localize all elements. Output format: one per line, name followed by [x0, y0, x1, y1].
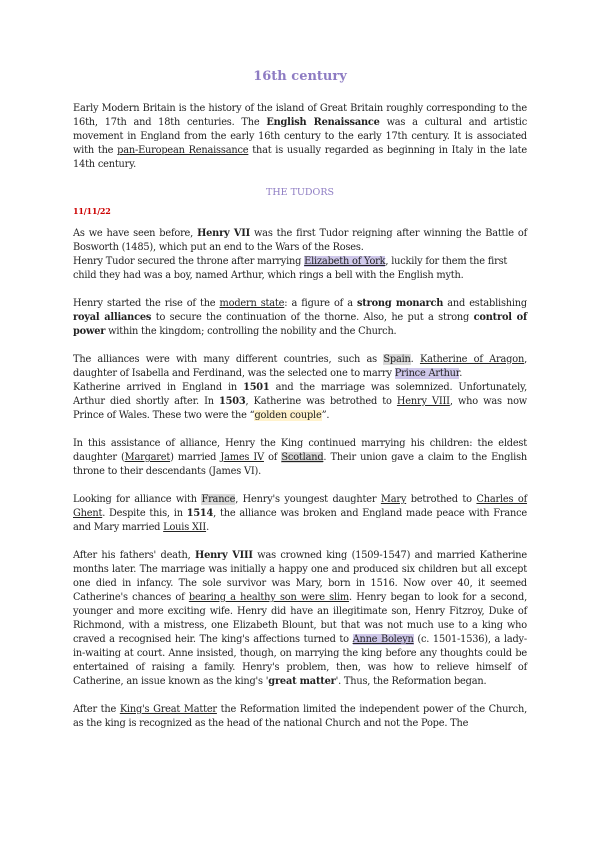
text: was the first Tudor reigning after winning the Battle of Bosworth (1485), which put an end to the Wars of the Roses. [73, 228, 527, 253]
highlighted-text: Spain [383, 354, 411, 365]
text: was a cultural and artistic movement in England from the early 16th century to the early 17th century. It is associated with the [73, 117, 527, 156]
underlined-text: King's Great Matter [119, 704, 217, 715]
bold-text: English Renaissance [266, 117, 380, 128]
text: ”. [321, 410, 330, 421]
underlined-text: James IV [220, 452, 264, 463]
text: , luckily for them the first child they had was a boy, named Arthur, which rings a bell with the English myth. [73, 256, 508, 281]
highlighted-text: France [201, 494, 236, 505]
bold-text: 1501 [243, 382, 270, 393]
text: , Henry's youngest daughter [235, 494, 381, 505]
text: Katherine arrived in England in [73, 382, 244, 393]
highlighted-text: golden couple [254, 410, 322, 421]
text: . [459, 368, 463, 379]
paragraph-henry-vii [73, 227, 527, 255]
text: Looking for alliance with [73, 494, 202, 505]
text: '. Thus, the Reformation began. [335, 676, 487, 687]
text: . Despite this, in [102, 508, 187, 519]
paragraph-reformation [73, 703, 527, 731]
highlighted-text: Elizabeth of York [304, 256, 386, 267]
bold-text: great matter [268, 676, 336, 687]
paragraph-modern-state [73, 297, 527, 339]
underlined-text: bearing a healthy son were slim [188, 592, 349, 603]
bold-text: Henry VIII [195, 550, 253, 561]
text: Henry Tudor secured the throne after marrying [73, 256, 305, 267]
text: was crowned king (1509-1547) and married Katherine months later. The marriage was initially a happy one and produced six children but all except one died in infancy. The sole survivor was Mary, born in 1516. Now over 40, it seemed Catherine's chances of [73, 550, 528, 603]
paragraph-henry-tudor [73, 255, 527, 283]
paragraph-margaret [73, 437, 527, 479]
text: After the [73, 704, 120, 715]
text: (c. 1501-1536), a lady-in-waiting at court. Anne insisted, though, on marrying the king before any thoughts could be entertained of raising a family. Henry's problem, then, was how to relieve himself of Catherine, an issue known as the king's ' [73, 634, 527, 687]
underlined-text: Charles of Ghent [73, 494, 528, 519]
text: Henry started the rise of the [73, 298, 220, 309]
text: After his fathers' death, [73, 550, 196, 561]
paragraph-france [73, 493, 527, 535]
text: of [263, 452, 282, 463]
text: The alliances were with many different countries, such as [73, 354, 384, 365]
underlined-text: Margaret [124, 452, 171, 463]
document-page [73, 70, 527, 745]
underlined-text: Mary [380, 494, 407, 505]
bold-text: 1503 [219, 396, 246, 407]
text: that is usually regarded as beginning in Italy in the late 14th century. [73, 145, 527, 170]
text: As we have seen before, [73, 228, 198, 239]
highlighted-text: Scotland [281, 452, 324, 463]
text: In this assistance of alliance, Henry the King continued marrying his children: the eldest daughter ( [73, 438, 527, 463]
text: ) married [170, 452, 221, 463]
underlined-text: modern state [219, 298, 285, 309]
underlined-text: Henry VIII [396, 396, 450, 407]
text: : a figure of a [284, 298, 357, 309]
paragraph-alliances [73, 353, 527, 381]
paragraph-henry-viii [73, 549, 527, 689]
text: the Reformation limited the independent power of the Church, as the king is recognized as the head of the national Church and not the Pope. The [73, 704, 527, 729]
text: , who was now Prince of Wales. These two were the “ [73, 396, 527, 421]
text: and the marriage was solemnized. Unfortunately, Arthur died shortly after. In [73, 382, 527, 407]
text: to secure the continuation of the thorne. Also, he put a strong [151, 312, 474, 323]
highlighted-text: Anne Boleyn [352, 634, 414, 645]
text: , Katherine was betrothed to [245, 396, 397, 407]
text: , daughter of Isabella and Ferdinand, was the selected one to marry [73, 354, 527, 379]
section-heading: THE TUDORS [266, 187, 334, 198]
paragraph-katherine [73, 381, 527, 423]
text: . [206, 522, 209, 533]
section-date: 11/11/22 [73, 206, 111, 216]
underlined-text: Katherine of Aragon [419, 354, 525, 365]
text: , the alliance was broken and England made peace with France and Mary married [73, 508, 527, 533]
intro-paragraph [73, 102, 527, 172]
text: Early Modern Britain is the history of the island of Great Britain roughly corresponding to the 16th, 17th and 18th centuries. The [73, 103, 527, 128]
text: . Their union gave a claim to the English throne to their descendants (James VI). [73, 452, 528, 477]
underlined-text: pan-European Renaissance [117, 145, 249, 156]
bold-text: control of power [73, 312, 527, 337]
bold-text: royal alliances [73, 312, 152, 323]
underlined-text: Louis XII [163, 522, 207, 533]
bold-text: 1514 [186, 508, 214, 519]
text: . [410, 354, 420, 365]
bold-text: Henry VII [197, 228, 250, 239]
text: and establishing [443, 298, 527, 309]
text: within the kingdom; controlling the nobility and the Church. [105, 326, 397, 337]
bold-text: strong monarch [356, 298, 444, 309]
text: betrothed to [406, 494, 477, 505]
text: . Henry began to look for a second, younger and more exciting wife. Henry did have an illegitimate son, Henry Fitzroy, Duke of Richmond, with a mistress, one Elizabeth Blount, but that was not much use to a king who craved a recognised heir. The king's affections turned to [73, 592, 527, 645]
page-title: 16th century [253, 69, 347, 84]
highlighted-text: Prince Arthur [394, 368, 460, 379]
